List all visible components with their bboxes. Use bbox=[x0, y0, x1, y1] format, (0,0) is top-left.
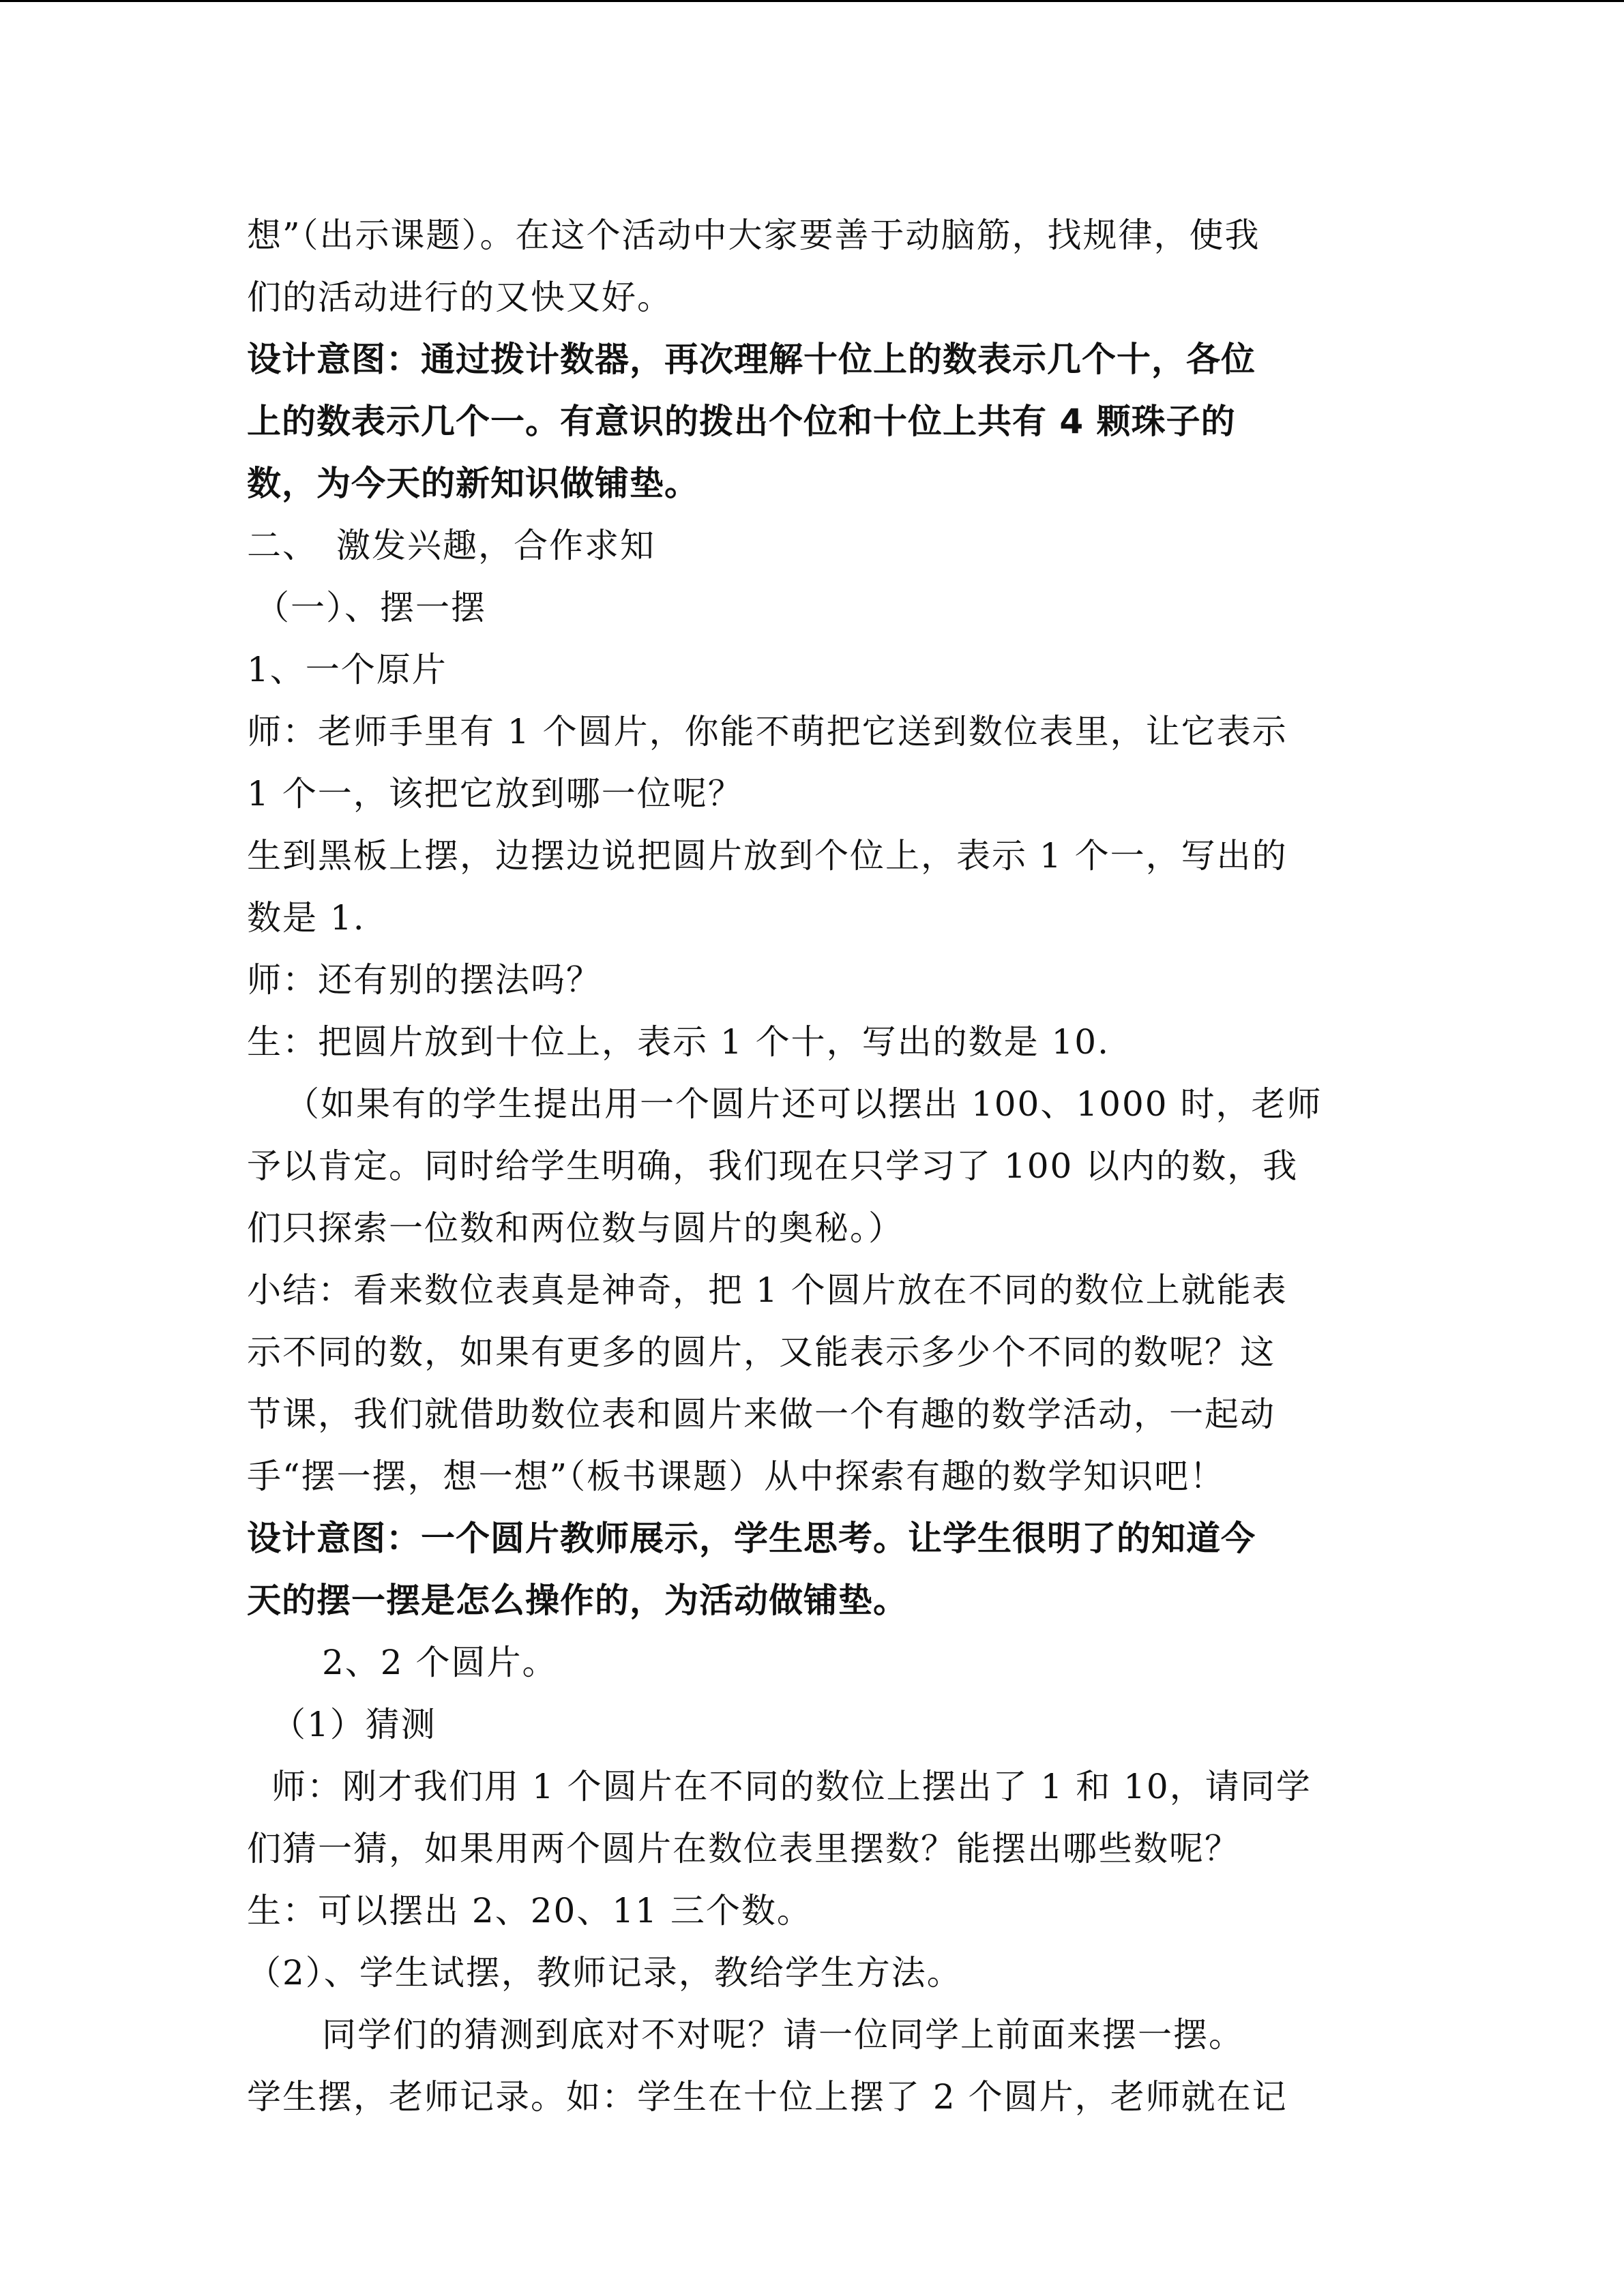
text-line: 同学们的猜测到底对不对呢？请一位同学上前面来摆一摆。 bbox=[322, 2015, 1244, 2055]
text-line: （如果有的学生提出用一个圆片还可以摆出 100、1000 时，老师 bbox=[285, 1084, 1323, 1124]
text-line: 学生摆，老师记录。如：学生在十位上摆了 2 个圆片，老师就在记 bbox=[247, 2077, 1288, 2117]
text-line: 想”（出示课题）。在这个活动中大家要善于动脑筋，找规律，使我 bbox=[247, 215, 1260, 255]
text-line: 示不同的数，如果有更多的圆片，又能表示多少个不同的数呢？这 bbox=[247, 1332, 1275, 1372]
page-top-border bbox=[0, 0, 1624, 2]
document-page bbox=[247, 205, 1365, 2128]
text-line: 们猜一猜，如果用两个圆片在数位表里摆数？能摆出哪些数呢？ bbox=[247, 1829, 1240, 1868]
text-line: 数是 1. bbox=[247, 898, 366, 938]
text-line: 们只探索一位数和两位数与圆片的奥秘。） bbox=[247, 1208, 904, 1248]
subsection-heading: （一）、摆一摆 bbox=[255, 588, 486, 627]
step-heading: （2）、学生试摆，教师记录，教给学生方法。 bbox=[247, 1953, 962, 1993]
item-heading: 2、2 个圆片。 bbox=[322, 1643, 558, 1682]
text-line: 予以肯定。同时给学生明确，我们现在只学习了 100 以内的数，我 bbox=[247, 1146, 1299, 1186]
design-intent-line: 天的摆一摆是怎么操作的，为活动做铺垫。 bbox=[247, 1581, 908, 1620]
text-line: 们的活动进行的又快又好。 bbox=[247, 278, 673, 317]
text-line: 节课，我们就借助数位表和圆片来做一个有趣的数学活动，一起动 bbox=[247, 1395, 1275, 1434]
design-intent-line: 设计意图：一个圆片教师展示，学生思考。让学生很明了的知道今 bbox=[247, 1519, 1256, 1558]
text-line: 师：刚才我们用 1 个圆片在不同的数位上摆出了 1 和 10，请同学 bbox=[271, 1767, 1312, 1806]
text-line: 生：可以摆出 2、20、11 三个数。 bbox=[247, 1891, 812, 1930]
design-intent-line: 数，为今天的新知识做铺垫。 bbox=[247, 464, 699, 503]
text-line: 手“摆一摆，想一想”（板书课题）从中探索有趣的数学知识吧！ bbox=[247, 1457, 1226, 1496]
step-heading: （1）猜测 bbox=[271, 1705, 437, 1744]
text-line: 小结：看来数位表真是神奇，把 1 个圆片放在不同的数位上就能表 bbox=[247, 1270, 1288, 1310]
text-line: 1 个一，该把它放到哪一位呢？ bbox=[247, 774, 743, 814]
text-line: 师：老师手里有 1 个圆片，你能不萌把它送到数位表里，让它表示 bbox=[247, 712, 1288, 751]
design-intent-line: 设计意图：通过拨计数器，再次理解十位上的数表示几个十，各位 bbox=[247, 340, 1256, 379]
item-heading: 1、一个原片 bbox=[247, 650, 447, 689]
text-line: 生到黑板上摆，边摆边说把圆片放到个位上，表示 1 个一，写出的 bbox=[247, 836, 1288, 876]
design-intent-line: 上的数表示几个一。有意识的拨出个位和十位上共有 4 颗珠子的 bbox=[247, 402, 1236, 441]
text-line: 生：把圆片放到十位上，表示 1 个十，写出的数是 10. bbox=[247, 1022, 1110, 1062]
section-heading: 二、 激发兴趣，合作求知 bbox=[247, 526, 655, 565]
text-line: 师：还有别的摆法吗？ bbox=[247, 960, 602, 1000]
